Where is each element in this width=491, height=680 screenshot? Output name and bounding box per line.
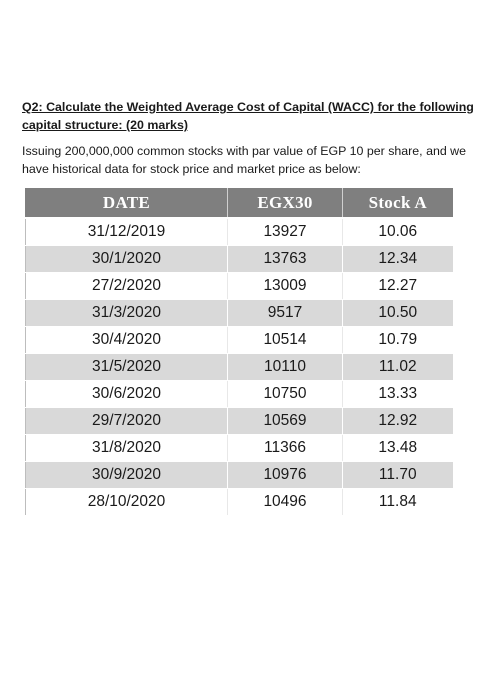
cell-date: 29/7/2020 (26, 408, 228, 435)
cell-egx30: 13763 (228, 246, 343, 273)
header-stock-a: Stock A (343, 188, 453, 218)
table-header-row (26, 188, 453, 218)
table-row (26, 489, 453, 516)
cell-egx30: 10514 (228, 327, 343, 354)
question-body: Issuing 200,000,000 common stocks with par value of EGP 10 per share, and we have historical data for stock price and market price as below: (22, 144, 467, 176)
cell-date: 28/10/2020 (26, 489, 228, 516)
cell-stock-a: 10.79 (343, 327, 453, 354)
cell-egx30: 9517 (228, 300, 343, 327)
cell-date: 30/1/2020 (26, 246, 228, 273)
cell-egx30: 10110 (228, 354, 343, 381)
question-title: Q2: Calculate the Weighted Average Cost of Capital (WACC) for the following capital structure: (20 marks) (22, 100, 474, 132)
cell-egx30: 10569 (228, 408, 343, 435)
table-row (26, 327, 453, 354)
cell-stock-a: 13.33 (343, 381, 453, 408)
cell-egx30: 10496 (228, 489, 343, 516)
cell-date: 27/2/2020 (26, 273, 228, 300)
cell-date: 30/9/2020 (26, 462, 228, 489)
cell-stock-a: 10.50 (343, 300, 453, 327)
table-row (26, 354, 453, 381)
cell-date: 31/8/2020 (26, 435, 228, 462)
cell-stock-a: 12.34 (343, 246, 453, 273)
cell-egx30: 10976 (228, 462, 343, 489)
header-date: DATE (26, 188, 228, 218)
cell-stock-a: 13.48 (343, 435, 453, 462)
table-row (26, 408, 453, 435)
cell-egx30: 13009 (228, 273, 343, 300)
cell-stock-a: 12.27 (343, 273, 453, 300)
cell-date: 31/5/2020 (26, 354, 228, 381)
table-row (26, 273, 453, 300)
table-row (26, 462, 453, 489)
cell-stock-a: 12.92 (343, 408, 453, 435)
price-table (25, 188, 453, 516)
cell-egx30: 11366 (228, 435, 343, 462)
cell-stock-a: 11.84 (343, 489, 453, 516)
cell-egx30: 10750 (228, 381, 343, 408)
cell-stock-a: 11.02 (343, 354, 453, 381)
table-row (26, 381, 453, 408)
cell-stock-a: 10.06 (343, 218, 453, 246)
table-row (26, 246, 453, 273)
cell-date: 30/4/2020 (26, 327, 228, 354)
cell-egx30: 13927 (228, 218, 343, 246)
cell-stock-a: 11.70 (343, 462, 453, 489)
cell-date: 31/3/2020 (26, 300, 228, 327)
cell-date: 31/12/2019 (26, 218, 228, 246)
table-row (26, 435, 453, 462)
header-egx30: EGX30 (228, 188, 343, 218)
table-row (26, 218, 453, 246)
cell-date: 30/6/2020 (26, 381, 228, 408)
table-row (26, 300, 453, 327)
